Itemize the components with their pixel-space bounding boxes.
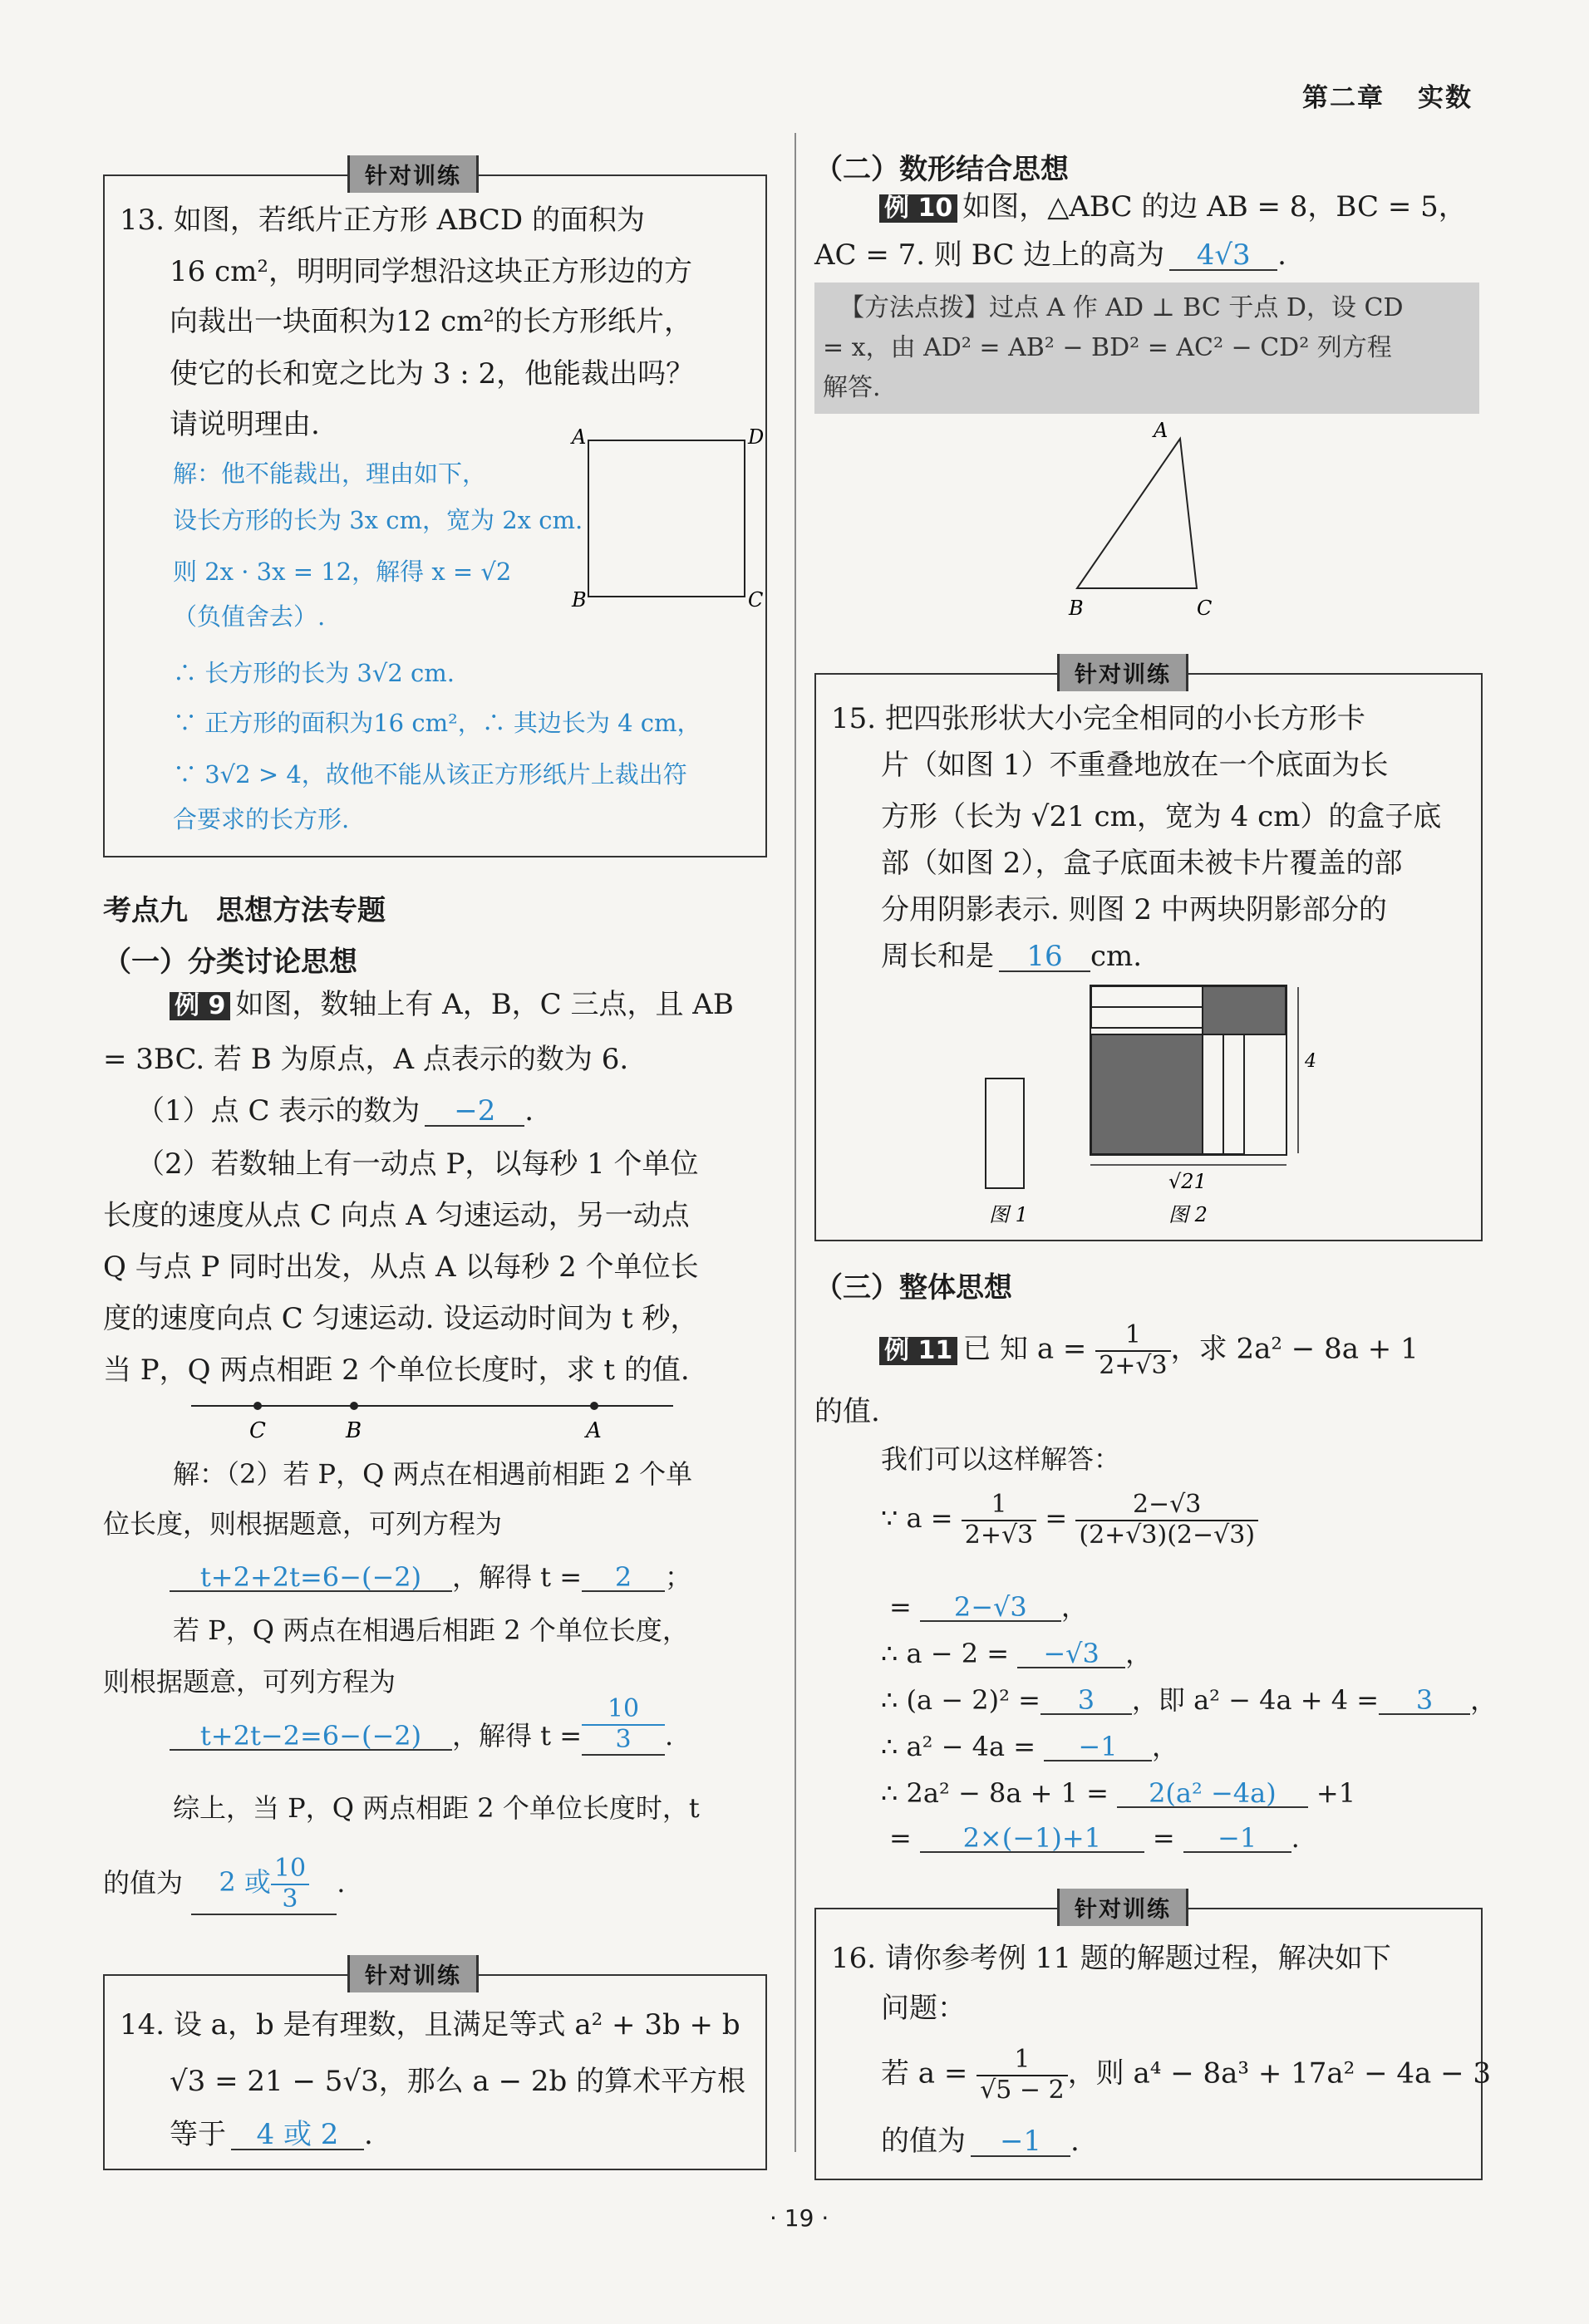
q15-line-6 [881,942,1142,972]
ex9-sol-3: t+2+2t=6−(−2) ，解得 t = 2 ； [170,1564,691,1592]
ex9-line-4: （2）若数轴上有一动点 P，以每秒 1 个单位 [136,1147,699,1181]
q16-line-2: 问题： [881,1992,966,2025]
ex9-solve-1: ，解得 t = [452,1561,583,1593]
q13-answer-1: 解：他不能裁出，理由如下， [173,459,487,488]
ex10-line-2: AC = 7. 则 BC 边上的高为 4√3 . [814,238,1286,272]
s3-answer: −√3 [1017,1640,1125,1668]
square-abcd [588,440,745,597]
ex9-eq2: t+2t−2=6−(−2) [170,1722,452,1751]
ex9-sol-5: 则根据题意，可列方程为 [103,1666,396,1698]
label-a: A [572,425,587,449]
ex9-line-1 [170,990,734,1020]
ex9-line-7: 度的速度向点 C 匀速运动. 设运动时间为 t 秒， [103,1302,699,1335]
chapter-title: 实数 [1418,83,1473,113]
s5-answer: −1 [1044,1733,1152,1761]
s4-pre: ∴ (a − 2)² = [881,1684,1040,1716]
ex10-answer: 4√3 [1169,241,1277,271]
ex11-step-5: ∴ a² − 4a = −1 ， [881,1731,1179,1762]
point-c [253,1402,262,1410]
ex11-tag: 例 11 [879,1337,957,1365]
point-b [350,1402,358,1410]
ex9-final-num: 10 [271,1855,309,1885]
q16-line-5: 的值为 −1 . [881,2125,1080,2158]
axis-label-b: B [346,1418,362,1443]
q13-answer-2: 设长方形的长为 3x cm，宽为 2x cm. [173,506,583,534]
ex11-line-2: 的值. [814,1395,880,1428]
q16-line-3 [881,2046,1491,2105]
ex9-q1-text: （1）点 C 表示的数为 [136,1094,421,1128]
section9-sub3: （三）整体思想 [814,1271,1012,1304]
ex9-tag: 例 9 [170,992,230,1020]
label-b: B [572,588,587,612]
s1-frac1-num: 1 [962,1491,1036,1521]
q13-training-tag: 针对训练 [347,155,479,193]
ex9-line-2: = 3BC. 若 B 为原点，A 点表示的数为 6. [103,1043,629,1076]
s4-mid: ，即 a² − 4a + 4 = [1131,1684,1380,1716]
s5-pre: ∴ a² − 4a = [881,1731,1036,1762]
q15-training-tag: 针对训练 [1057,654,1188,691]
s3-pre: ∴ a − 2 = [881,1638,1010,1669]
q14-text-3: 等于 [170,2118,226,2151]
q16-a-num: 1 [977,2046,1068,2076]
s7-answer-2: −1 [1183,1825,1291,1853]
s1-frac1-den: 2+√3 [964,1520,1034,1550]
chapter-label: 第二章 [1302,83,1385,113]
ex9-t2 [582,1695,665,1756]
ex11-step-1: ∵ a = $\frac{1}{2+√3}$ = $\frac{2-√3}{(2+√3)(2-√3)}$ [881,1491,1258,1550]
s2-pre: = [889,1591,912,1623]
ex9-eq1: t+2+2t=6−(−2) [170,1564,452,1592]
ex9-sol-8: 的值为 2 或 $\frac{10}{3}$ . [103,1855,345,1915]
ex9-solve-2: ，解得 t = [452,1720,583,1752]
q15-unit: cm. [1090,940,1143,973]
q15-line-3: 方形（长为 √21 cm，宽为 4 cm）的盒子底 [881,800,1442,833]
axis-label-a: A [586,1418,602,1443]
q13-answer-8: 合要求的长方形. [173,805,350,833]
s7-answer: 2×(−1)+1 [920,1825,1144,1853]
axis-label-c: C [249,1418,266,1443]
q15-line-2: 片（如图 1）不重叠地放在一个底面为长 [881,749,1389,782]
ex9-final-frac [271,1855,309,1914]
ex9-sol-4: 若 P，Q 两点在相遇后相距 2 个单位长度， [173,1614,689,1646]
tri-label-a: A [1154,419,1168,442]
ex11-line-1 [879,1321,1419,1380]
triangle-abc [1077,439,1197,588]
s6-post: +1 [1316,1777,1356,1809]
q14-line-3: 等于 4 或 2 . [170,2118,373,2151]
ex9-t2-den: 3 [615,1724,632,1754]
ex11-step-4: ∴ (a − 2)² = 3 ，即 a² − 4a + 4 = 3 ， [881,1684,1498,1716]
ex10-triangle-figure [1047,415,1263,623]
ex9-final-answer [191,1855,337,1915]
ex11-step-3: ∴ a − 2 = −√3 ， [881,1638,1153,1669]
q13-line-4: 使它的长和宽之比为 3 : 2，他能裁出吗？ [170,357,695,391]
ex11-line-3: 我们可以这样解答： [881,1443,1121,1475]
q13-line-3: 向裁出一块面积为12 cm²的长方形纸片， [170,305,692,338]
q15-answer: 16 [999,942,1090,972]
ex11-a-num: 1 [1095,1321,1170,1352]
ex9-sol-6: t+2t−2=6−(−2) ，解得 t = $\frac{10}{3}$ . [170,1720,673,1756]
q14-line-2: √3 = 21 − 5√3，那么 a − 2b 的算术平方根 [170,2065,746,2098]
q13-answer-4: （负值舍去）. [173,602,326,631]
s1-frac1 [962,1491,1036,1550]
s1-frac2-den: (2+√3)(2−√3) [1079,1520,1256,1550]
fig1-card [986,1078,1024,1188]
ex9-q1-answer: −2 [425,1097,524,1127]
s6-answer: 2(a² −4a) [1117,1780,1308,1808]
q13-answer-6: ∵ 正方形的面积为16 cm²，∴ 其边长为 4 cm， [173,709,701,737]
ex11-a-frac [1095,1321,1170,1380]
s7-mid: = [1152,1822,1175,1854]
ex9-line-3: （1）点 C 表示的数为 −2 . [136,1094,534,1128]
tri-label-c: C [1197,597,1213,620]
column-divider [794,133,796,2152]
q16-line-1: 16. 请你参考例 11 题的解题过程，解决如下 [831,1942,1391,1975]
ex11-lead2: ，求 2a² − 8a + 1 [1170,1332,1419,1366]
ex9-line-6: Q 与点 P 同时出发，从点 A 以每秒 2 个单位长 [103,1250,699,1284]
section9-title: 考点九 思想方法专题 [103,894,386,927]
ex9-final-text: 的值为 [103,1867,184,1899]
fig2-shade-top [1203,986,1286,1034]
label-d: D [748,425,765,449]
q14-training-tag: 针对训练 [347,1955,479,1992]
q16-training-tag: 针对训练 [1057,1889,1188,1926]
fig2-dim-h: 4 [1305,1051,1316,1072]
ex11-step-7: = 2×(−1)+1 = −1 . [889,1822,1300,1854]
section9-sub1: （一）分类讨论思想 [103,946,357,979]
label-c: C [748,588,764,612]
q13-answer-5: ∴ 长方形的长为 3√2 cm. [173,659,455,687]
q13-square-figure [565,422,765,622]
q13-line-5: 请说明理由. [170,408,320,441]
fig2-shade-bottom [1091,1034,1203,1154]
q16-text-4: ，则 a⁴ − 8a³ + 17a² − 4a − 3 [1067,2056,1492,2091]
ex9-sol-1: 解：（2）若 P，Q 两点在相遇前相距 2 个单 [173,1458,693,1490]
q15-line-5: 分用阴影表示. 则图 2 中两块阴影部分的 [881,893,1387,926]
s2-answer: 2−√3 [920,1594,1061,1622]
fig2-caption: 图 2 [1168,1203,1208,1226]
ex11-lead: 已 知 a = [962,1332,1087,1366]
ex10-text-2: AC = 7. 则 BC 边上的高为 [814,238,1165,272]
tip-line-3: 解答. [823,373,881,402]
q16-text-3: 若 a = [881,2056,968,2091]
ex9-number-line [191,1388,690,1446]
tri-label-b: B [1069,597,1084,620]
point-a [590,1402,598,1410]
s1-pre: ∵ a = [881,1502,953,1534]
q16-text-5: 的值为 [881,2125,966,2158]
section9-sub2: （二）数形结合思想 [814,153,1069,186]
s1-frac2-num: 2−√3 [1075,1491,1258,1521]
q13-line-2: 16 cm²，明明同学想沿这块正方形边的方 [170,255,692,288]
q15-line-1: 15. 把四张形状大小完全相同的小长方形卡 [831,702,1365,735]
ex11-step-6 [881,1777,1356,1809]
ex11-step-2: = 2−√3 ， [889,1591,1088,1623]
ex9-sol-2: 位长度，则根据题意，可列方程为 [103,1508,503,1540]
s4-answer-2: 3 [1379,1687,1470,1715]
q16-a-frac [977,2046,1068,2105]
page-number: · 19 · [770,2204,829,2232]
ex9-line-5: 长度的速度从点 C 向点 A 匀速运动，另一动点 [103,1199,690,1232]
s1-frac2 [1075,1491,1258,1550]
s4-answer: 3 [1040,1687,1132,1715]
q13-answer-3: 则 2x · 3x = 12，解得 x = √2 [173,558,512,586]
ex9-t1: 2 [582,1564,665,1592]
ex9-sol-7: 综上，当 P，Q 两点相距 2 个单位长度时，t [173,1792,700,1824]
ex9-final-pre: 2 或 [219,1866,271,1898]
tip-line-1: 【方法点拨】过点 A 作 AD ⊥ BC 于点 D，设 CD [839,293,1404,322]
ex11-a-den: 2+√3 [1099,1350,1168,1380]
s7-pre: = [889,1822,912,1854]
q14-line-1: 14. 设 a，b 是有理数，且满足等式 a² + 3b + b [120,2008,740,2041]
tip-line-2: = x，由 AD² = AB² − BD² = AC² − CD² 列方程 [823,333,1392,362]
q13-line-1: 13. 如图，若纸片正方形 ABCD 的面积为 [120,204,645,237]
q13-answer-7: ∵ 3√2 > 4，故他不能从该正方形纸片上裁出符 [173,760,687,789]
ex9-line-8: 当 P，Q 两点相距 2 个单位长度时，求 t 的值. [103,1354,690,1387]
ex10-text-1: 如图，△ABC 的边 AB = 8，BC = 5， [962,190,1467,224]
fig2-dim-w: √21 [1168,1170,1207,1193]
s6-pre: ∴ 2a² − 8a + 1 = [881,1777,1109,1809]
ex9-text-1: 如图，数轴上有 A，B，C 三点，且 AB [235,988,734,1021]
ex10-line-1 [879,190,1467,224]
ex9-final-den: 3 [282,1884,298,1914]
q15-line-4: 部（如图 2），盒子底面未被卡片覆盖的部 [881,847,1403,880]
q16-answer: −1 [971,2127,1070,2157]
ex9-t2-num: 10 [582,1695,665,1726]
page-header [1302,76,1473,114]
fig1-caption: 图 1 [989,1203,1028,1226]
q15-figures [972,980,1321,1230]
q14-answer: 4 或 2 [231,2120,364,2150]
q16-a-den: √5 − 2 [980,2075,1065,2105]
ex10-tag: 例 10 [879,194,957,223]
q15-text-6: 周长和是 [881,940,994,973]
